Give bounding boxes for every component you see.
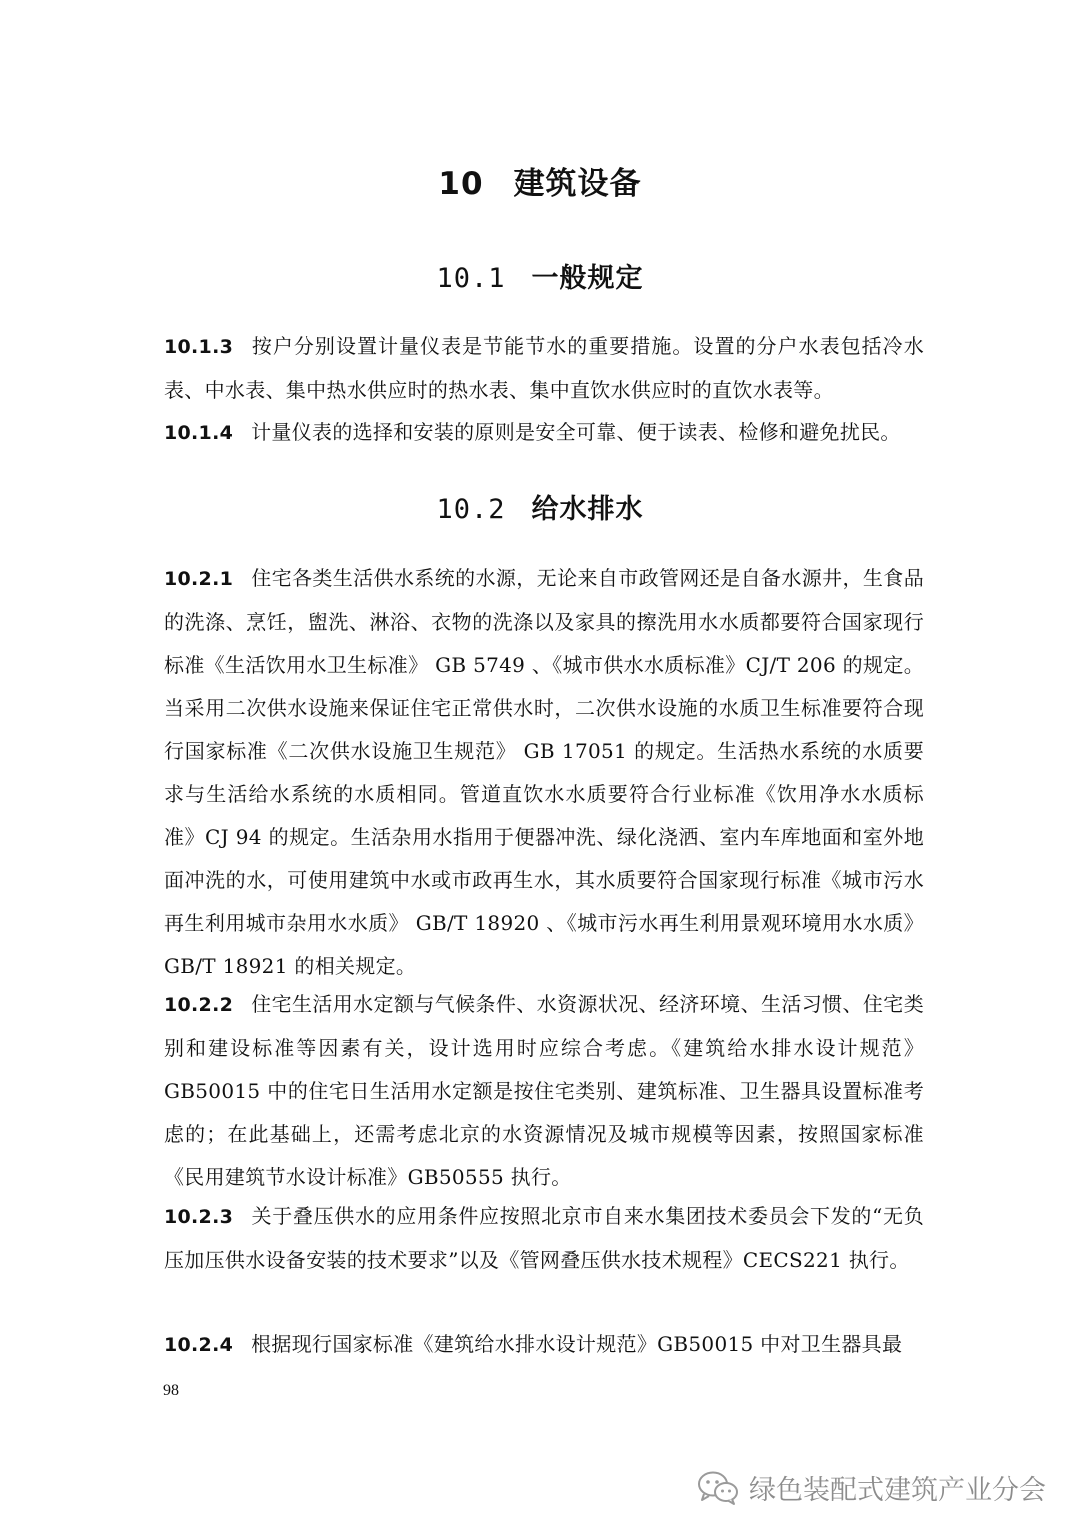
watermark xyxy=(697,1468,1046,1507)
section-title-10-1 xyxy=(0,256,1080,295)
watermark-text: 绿色装配式建筑产业分会 xyxy=(749,1475,1046,1506)
clause-10-2-4 xyxy=(164,1323,924,1367)
clause-text: 计量仪表的选择和安装的原则是安全可靠、便于读表、检修和避免扰民。 xyxy=(251,420,901,444)
wechat-icon xyxy=(697,1470,739,1506)
clause-text: 住宅生活用水定额与气候条件、水资源状况、经济环境、生活习惯、住宅类别和建设标准等因素有关，设计选用时应综合考虑。《建筑给水排水设计规范》GB50015 中的住宅日生活用水定额是按住宅类别、建筑标准、卫生器具设置标准考虑的；在此基础上，还需考虑北京的水资源情况及城市规模等因素，按照国家标准《民用建筑节水设计标准》GB50555 执行。 xyxy=(164,992,924,1189)
clause-10-1-4 xyxy=(164,411,924,455)
clause-text: 按户分别设置计量仪表是节能节水的重要措施。设置的分户水表包括冷水表、中水表、集中热水供应时的热水表、集中直饮水供应时的直饮水表等。 xyxy=(164,334,924,402)
clause-text: 根据现行国家标准《建筑给水排水设计规范》GB50015 中对卫生器具最 xyxy=(251,1332,903,1356)
section-title-text: 一般规定 xyxy=(531,263,644,294)
chapter-title-text: 建筑设备 xyxy=(513,166,642,202)
clause-text: 关于叠压供水的应用条件应按照北京市自来水集团技术委员会下发的“无负压加压供水设备安装的技术要求”以及《管网叠压供水技术规程》CECS221 执行。 xyxy=(164,1204,924,1272)
clause-text: 住宅各类生活供水系统的水源，无论来自市政管网还是自备水源井，生食品的洗涤、烹饪，盥洗、淋浴、衣物的洗涤以及家具的擦洗用水水质都要符合国家现行标准《生活饮用水卫生标准》 GB 5749 、《城市供水水质标准》CJ/T 206 的规定。当采用二次供水设施来保证住宅正常供水时，二次供水设施的水质卫生标准要符合现行国家标准《二次供水设施卫生规范》 GB 17051 的规定。生活热水系统的水质要求与生活给水系统的水质相同。管道直饮水水质要符合行业标准《饮用净水水质标准》CJ 94 的规定。生活杂用水指用于便器冲洗、绿化浇洒、室内车库地面和室外地面冲洗的水，可使用建筑中水或市政再生水，其水质要符合国家现行标准《城市污水再生利用城市杂用水水质》 GB/T 18920 、《城市污水再生利用景观环境用水水质》GB/T 18921 的相关规定。 xyxy=(164,566,924,978)
clause-number: 10.1.4 xyxy=(164,422,234,444)
clause-number: 10.2.1 xyxy=(164,568,234,590)
chapter-number: 10 xyxy=(438,166,484,202)
clause-10-2-3 xyxy=(164,1195,924,1282)
clause-number: 10.2.4 xyxy=(164,1334,234,1356)
clause-10-2-2 xyxy=(164,983,924,1199)
clause-number: 10.2.2 xyxy=(164,994,234,1016)
chapter-title xyxy=(0,158,1080,203)
section-title-text: 给水排水 xyxy=(531,494,644,525)
section-number: 10.1 xyxy=(436,263,506,294)
clause-number: 10.2.3 xyxy=(164,1206,234,1228)
clause-10-1-3 xyxy=(164,325,924,412)
page-number: 98 xyxy=(163,1382,179,1399)
clause-10-2-1 xyxy=(164,557,924,988)
section-title-10-2 xyxy=(0,487,1080,526)
section-number: 10.2 xyxy=(436,494,506,525)
clause-number: 10.1.3 xyxy=(164,336,234,358)
